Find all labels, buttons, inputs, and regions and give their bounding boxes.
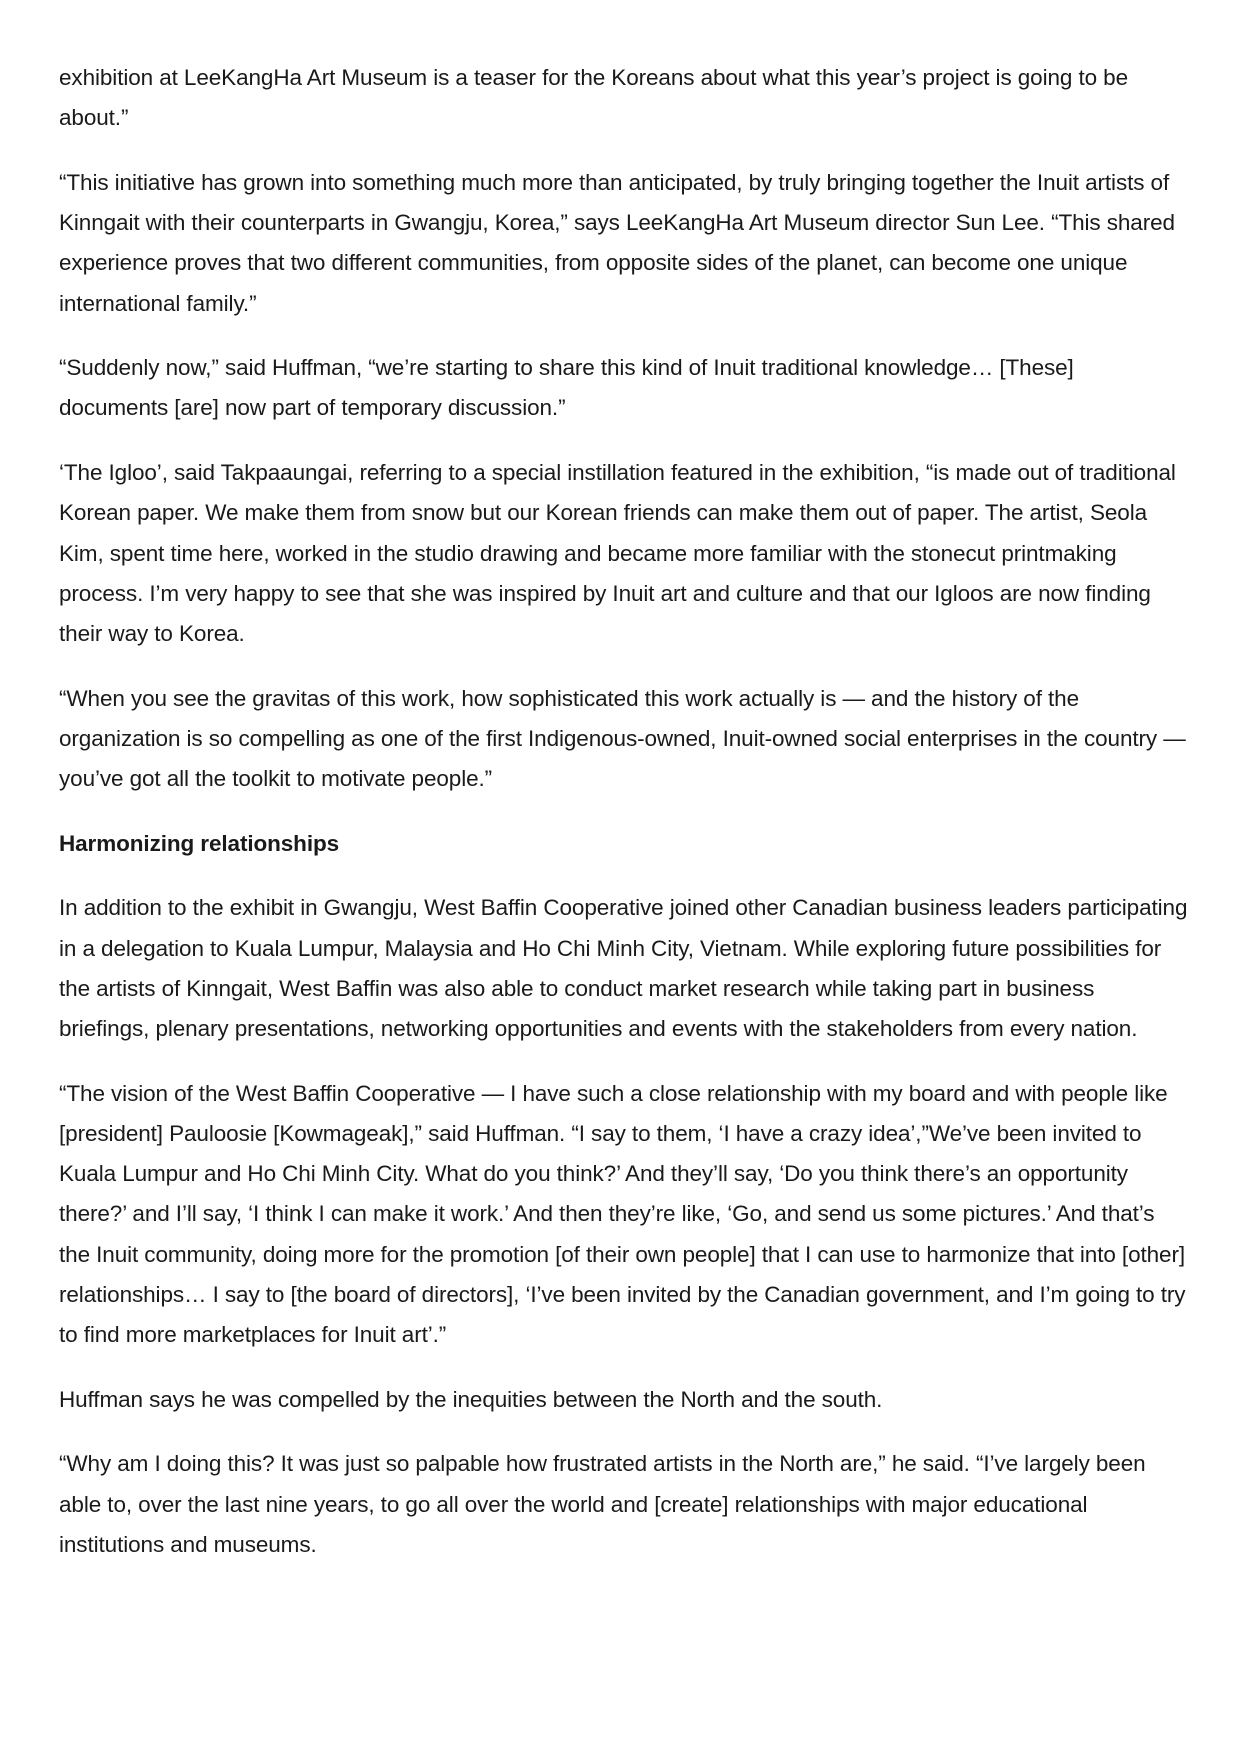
paragraph-inequities: Huffman says he was compelled by the inequities between the North and the south. bbox=[59, 1386, 883, 1412]
paragraph-exhibition-teaser: exhibition at LeeKangHa Art Museum is a teaser for the Koreans about what this year’s project is going to be about.” bbox=[59, 65, 1128, 131]
paragraph-igloo-installation: ‘The Igloo’, said Takpaaungai, referring to a special instillation featured in the exhibition, “is made out of traditional Korean paper. We make them from snow but our Korean friends can make them out of paper. The artist, Seola Kim, spent time here, worked in the studio drawing and became more familiar with the stonecut printmaking process. I’m very happy to see that she was inspired by Inuit art and culture and that our Igloos are now finding their way to Korea. bbox=[59, 460, 1176, 646]
paragraph-gravitas-quote: “When you see the gravitas of this work, how sophisticated this work actually is — and the history of the organization is so compelling as one of the first Indigenous-owned, Inuit-owned social enterprises in the country — you’ve got all the toolkit to motivate people.” bbox=[59, 685, 1186, 792]
paragraph-why-quote: “Why am I doing this? It was just so palpable how frustrated artists in the North are,” he said. “I’ve largely been able to, over the last nine years, to go all over the world and [create] relationships with major educational institutions and museums. bbox=[59, 1451, 1146, 1557]
paragraph-sun-lee-quote: “This initiative has grown into something much more than anticipated, by truly bringing together the Inuit artists of Kinngait with their counterparts in Gwangju, Korea,” says LeeKangHa Art Museum director Sun Lee. “This shared experience proves that two different communities, from opposite sides of the planet, can become one unique international family.” bbox=[59, 169, 1175, 316]
paragraph-vision-quote: “The vision of the West Baffin Cooperative — I have such a close relationship with my board and with people like [president] Pauloosie [Kowmageak],” said Huffman. “I say to them, ‘I have a crazy idea’,”We’ve been invited to Kuala Lumpur and Ho Chi Minh City. What do you think?’ And they’ll say, ‘Do you think there’s an opportunity there?’ and I’ll say, ‘I think I can make it work.’ And then they’re like, ‘Go, and send us some pictures.’ And that’s the Inuit community, doing more for the promotion [of their own people] that I can use to harmonize that into [other] relationships… I say to [the board of directors], ‘I’ve been invited by the Canadian government, and I’m going to try to find more marketplaces for Inuit art’.” bbox=[59, 1080, 1186, 1347]
paragraph-huffman-knowledge: “Suddenly now,” said Huffman, “we’re starting to share this kind of Inuit traditional knowledge… [These] documents [are] now part of temporary discussion.” bbox=[59, 355, 1074, 421]
section-heading-harmonizing: Harmonizing relationships bbox=[59, 830, 340, 856]
document-page bbox=[59, 58, 1189, 1590]
paragraph-delegation: In addition to the exhibit in Gwangju, West Baffin Cooperative joined other Canadian business leaders participating in a delegation to Kuala Lumpur, Malaysia and Ho Chi Minh City, Vietnam. While exploring future possibilities for the artists of Kinngait, West Baffin was also able to conduct market research while taking part in business briefings, plenary presentations, networking opportunities and events with the stakeholders from every nation. bbox=[59, 895, 1188, 1042]
